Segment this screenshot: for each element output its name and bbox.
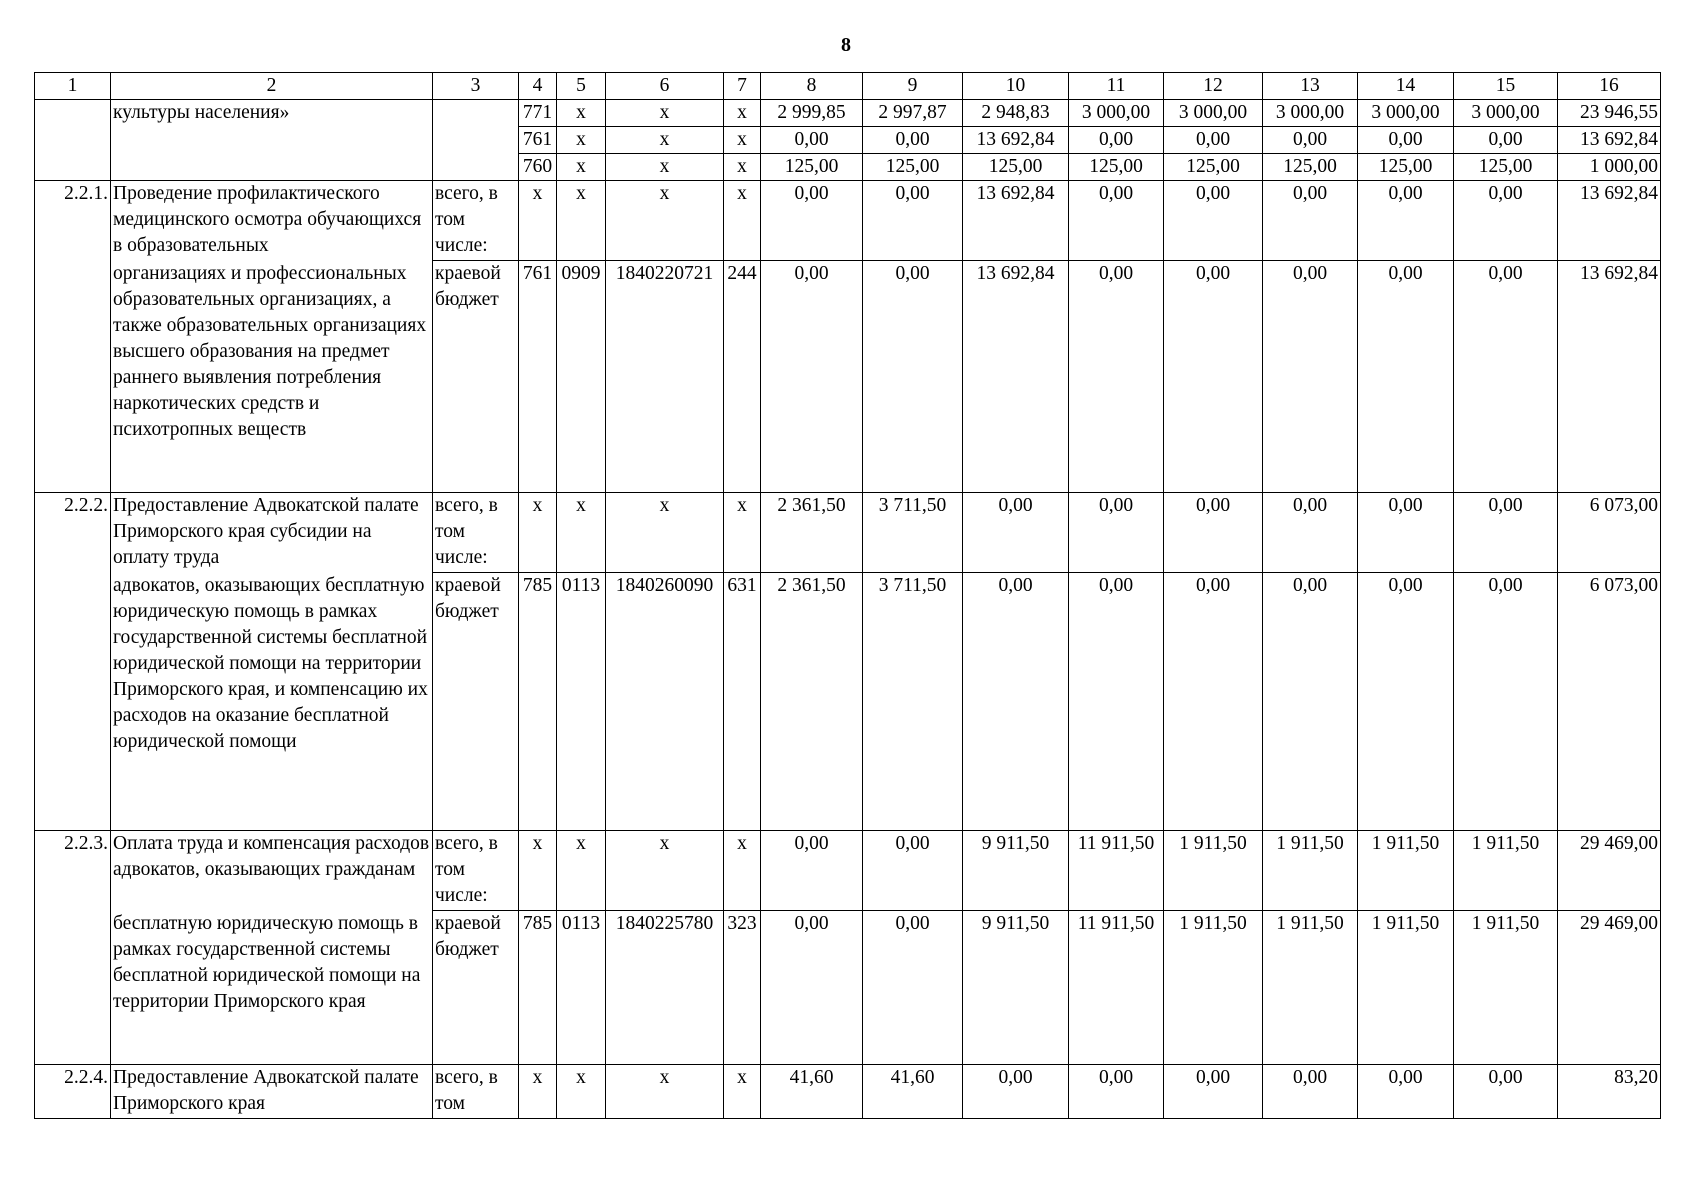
value-cell: 3 000,00 bbox=[1358, 100, 1454, 127]
code-cell: 761 bbox=[519, 261, 557, 493]
code-cell: х bbox=[557, 100, 606, 127]
column-header: 1 bbox=[35, 73, 111, 100]
total-value-cell: 13 692,84 bbox=[1558, 181, 1661, 261]
code-cell: х bbox=[724, 154, 761, 181]
code-cell: х bbox=[519, 1065, 557, 1119]
source-cell: всего, в том bbox=[433, 1065, 519, 1119]
code-cell: 1840220721 bbox=[606, 261, 724, 493]
code-cell: х bbox=[519, 181, 557, 261]
item-name-cell: культуры населения» bbox=[111, 100, 433, 181]
value-cell: 0,00 bbox=[1164, 181, 1263, 261]
value-cell: 125,00 bbox=[1069, 154, 1164, 181]
value-cell: 9 911,50 bbox=[963, 831, 1069, 911]
code-cell: х bbox=[724, 100, 761, 127]
code-cell: 244 bbox=[724, 261, 761, 493]
page-number: 8 bbox=[841, 34, 851, 56]
column-header: 12 bbox=[1164, 73, 1263, 100]
column-header: 7 bbox=[724, 73, 761, 100]
value-cell: 0,00 bbox=[1069, 181, 1164, 261]
value-cell: 0,00 bbox=[1358, 1065, 1454, 1119]
value-cell: 0,00 bbox=[863, 911, 963, 1065]
value-cell: 0,00 bbox=[1069, 127, 1164, 154]
value-cell: 0,00 bbox=[1164, 493, 1263, 573]
value-cell: 0,00 bbox=[1263, 573, 1358, 831]
code-cell: 631 bbox=[724, 573, 761, 831]
value-cell: 0,00 bbox=[1069, 573, 1164, 831]
column-header: 16 bbox=[1558, 73, 1661, 100]
item-number-cell: 2.2.2. bbox=[35, 493, 111, 831]
table-row bbox=[35, 100, 1661, 127]
value-cell: 0,00 bbox=[863, 831, 963, 911]
value-cell: 0,00 bbox=[1358, 127, 1454, 154]
code-cell: х bbox=[606, 181, 724, 261]
value-cell: 0,00 bbox=[761, 261, 863, 493]
table-row bbox=[35, 493, 1661, 573]
code-cell: 760 bbox=[519, 154, 557, 181]
source-cell: краевой бюджет bbox=[433, 261, 519, 493]
value-cell: 11 911,50 bbox=[1069, 911, 1164, 1065]
total-value-cell: 29 469,00 bbox=[1558, 911, 1661, 1065]
table-row bbox=[35, 911, 1661, 1065]
value-cell: 0,00 bbox=[863, 181, 963, 261]
value-cell: 125,00 bbox=[1164, 154, 1263, 181]
total-value-cell: 1 000,00 bbox=[1558, 154, 1661, 181]
value-cell: 0,00 bbox=[1454, 1065, 1558, 1119]
item-name-cell: Оплата труда и компенсация расходов адвокатов, оказывающих гражданам bbox=[111, 831, 433, 911]
source-cell: всего, в том числе: bbox=[433, 831, 519, 911]
value-cell: 1 911,50 bbox=[1358, 911, 1454, 1065]
value-cell: 0,00 bbox=[1263, 127, 1358, 154]
item-name-cell: Проведение профилактического медицинского осмотра обучающихся в образовательных bbox=[111, 181, 433, 261]
value-cell: 2 999,85 bbox=[761, 100, 863, 127]
value-cell: 0,00 bbox=[1069, 1065, 1164, 1119]
column-header: 8 bbox=[761, 73, 863, 100]
code-cell: 0113 bbox=[557, 911, 606, 1065]
value-cell: 0,00 bbox=[761, 831, 863, 911]
value-cell: 0,00 bbox=[963, 573, 1069, 831]
code-cell: х bbox=[724, 1065, 761, 1119]
item-name-cell: Предоставление Адвокатской палате Приморского края bbox=[111, 1065, 433, 1119]
budget-table bbox=[34, 72, 1661, 1119]
code-cell: х bbox=[606, 127, 724, 154]
value-cell: 3 000,00 bbox=[1164, 100, 1263, 127]
code-cell: х bbox=[557, 493, 606, 573]
value-cell: 13 692,84 bbox=[963, 181, 1069, 261]
code-cell: 1840225780 bbox=[606, 911, 724, 1065]
value-cell: 3 711,50 bbox=[863, 573, 963, 831]
code-cell: х bbox=[724, 127, 761, 154]
value-cell: 0,00 bbox=[863, 127, 963, 154]
source-cell: краевой бюджет bbox=[433, 911, 519, 1065]
value-cell: 0,00 bbox=[963, 493, 1069, 573]
value-cell: 125,00 bbox=[761, 154, 863, 181]
total-value-cell: 6 073,00 bbox=[1558, 493, 1661, 573]
code-cell: х bbox=[519, 493, 557, 573]
column-header: 13 bbox=[1263, 73, 1358, 100]
column-header: 6 bbox=[606, 73, 724, 100]
value-cell: 13 692,84 bbox=[963, 261, 1069, 493]
code-cell: х bbox=[557, 831, 606, 911]
value-cell: 0,00 bbox=[1263, 493, 1358, 573]
value-cell: 2 948,83 bbox=[963, 100, 1069, 127]
column-header: 15 bbox=[1454, 73, 1558, 100]
code-cell: х bbox=[557, 127, 606, 154]
header-row bbox=[35, 73, 1661, 100]
total-value-cell: 23 946,55 bbox=[1558, 100, 1661, 127]
value-cell: 1 911,50 bbox=[1358, 831, 1454, 911]
value-cell: 3 000,00 bbox=[1454, 100, 1558, 127]
code-cell: х bbox=[519, 831, 557, 911]
item-name-cell: Предоставление Адвокатской палате Приморского края субсидии на оплату труда bbox=[111, 493, 433, 573]
column-header: 5 bbox=[557, 73, 606, 100]
code-cell: х bbox=[557, 181, 606, 261]
value-cell: 125,00 bbox=[863, 154, 963, 181]
value-cell: 41,60 bbox=[863, 1065, 963, 1119]
item-name-cell: бесплатную юридическую помощь в рамках государственной системы бесплатной юридической помощи на территории Приморского края bbox=[111, 911, 433, 1065]
code-cell: 771 bbox=[519, 100, 557, 127]
code-cell: х bbox=[606, 493, 724, 573]
value-cell: 1 911,50 bbox=[1454, 831, 1558, 911]
column-header: 10 bbox=[963, 73, 1069, 100]
item-name-cell: организациях и профессиональных образовательных организациях, а также образовательных организациях высшего образования на предмет раннего выявления потребления наркотических средств и психотропных веществ bbox=[111, 261, 433, 493]
value-cell: 0,00 bbox=[1263, 261, 1358, 493]
table-row bbox=[35, 1065, 1661, 1119]
source-cell: всего, в том числе: bbox=[433, 181, 519, 261]
value-cell: 125,00 bbox=[1454, 154, 1558, 181]
table-row bbox=[35, 181, 1661, 261]
code-cell: х bbox=[557, 1065, 606, 1119]
value-cell: 0,00 bbox=[1263, 1065, 1358, 1119]
value-cell: 2 361,50 bbox=[761, 573, 863, 831]
item-number-cell: 2.2.1. bbox=[35, 181, 111, 493]
column-header: 2 bbox=[111, 73, 433, 100]
table-row bbox=[35, 573, 1661, 831]
value-cell: 0,00 bbox=[1358, 573, 1454, 831]
value-cell: 0,00 bbox=[1454, 127, 1558, 154]
value-cell: 0,00 bbox=[1263, 181, 1358, 261]
value-cell: 2 361,50 bbox=[761, 493, 863, 573]
code-cell: х bbox=[606, 831, 724, 911]
value-cell: 0,00 bbox=[1454, 573, 1558, 831]
code-cell: х bbox=[724, 181, 761, 261]
source-cell: всего, в том числе: bbox=[433, 493, 519, 573]
code-cell: 323 bbox=[724, 911, 761, 1065]
value-cell: 1 911,50 bbox=[1263, 831, 1358, 911]
code-cell: х bbox=[724, 493, 761, 573]
value-cell: 0,00 bbox=[1164, 573, 1263, 831]
item-name-cell: адвокатов, оказывающих бесплатную юридическую помощь в рамках государственной системы бесплатной юридической помощи на территории Приморского края, и компенсацию их расходов на оказание бесплатной юридической помощи bbox=[111, 573, 433, 831]
code-cell: х bbox=[606, 100, 724, 127]
value-cell: 0,00 bbox=[1069, 493, 1164, 573]
code-cell: х bbox=[606, 1065, 724, 1119]
value-cell: 0,00 bbox=[1069, 261, 1164, 493]
code-cell: 785 bbox=[519, 573, 557, 831]
total-value-cell: 13 692,84 bbox=[1558, 127, 1661, 154]
value-cell: 0,00 bbox=[963, 1065, 1069, 1119]
value-cell: 13 692,84 bbox=[963, 127, 1069, 154]
value-cell: 0,00 bbox=[1358, 181, 1454, 261]
item-number-cell: 2.2.3. bbox=[35, 831, 111, 1065]
value-cell: 11 911,50 bbox=[1069, 831, 1164, 911]
total-value-cell: 13 692,84 bbox=[1558, 261, 1661, 493]
value-cell: 0,00 bbox=[1454, 493, 1558, 573]
total-value-cell: 6 073,00 bbox=[1558, 573, 1661, 831]
value-cell: 0,00 bbox=[761, 911, 863, 1065]
total-value-cell: 83,20 bbox=[1558, 1065, 1661, 1119]
value-cell: 0,00 bbox=[863, 261, 963, 493]
code-cell: 761 bbox=[519, 127, 557, 154]
code-cell: 0909 bbox=[557, 261, 606, 493]
column-header: 9 bbox=[863, 73, 963, 100]
total-value-cell: 29 469,00 bbox=[1558, 831, 1661, 911]
column-header: 4 bbox=[519, 73, 557, 100]
value-cell: 1 911,50 bbox=[1164, 911, 1263, 1065]
value-cell: 125,00 bbox=[963, 154, 1069, 181]
column-header: 14 bbox=[1358, 73, 1454, 100]
value-cell: 9 911,50 bbox=[963, 911, 1069, 1065]
value-cell: 3 000,00 bbox=[1069, 100, 1164, 127]
value-cell: 1 911,50 bbox=[1454, 911, 1558, 1065]
code-cell: х bbox=[724, 831, 761, 911]
column-header: 11 bbox=[1069, 73, 1164, 100]
value-cell: 2 997,87 bbox=[863, 100, 963, 127]
value-cell: 0,00 bbox=[761, 127, 863, 154]
value-cell: 3 711,50 bbox=[863, 493, 963, 573]
code-cell: х bbox=[606, 154, 724, 181]
source-cell bbox=[433, 100, 519, 181]
code-cell: 785 bbox=[519, 911, 557, 1065]
code-cell: 1840260090 bbox=[606, 573, 724, 831]
value-cell: 125,00 bbox=[1263, 154, 1358, 181]
column-header: 3 bbox=[433, 73, 519, 100]
source-cell: краевой бюджет bbox=[433, 573, 519, 831]
value-cell: 1 911,50 bbox=[1164, 831, 1263, 911]
value-cell: 0,00 bbox=[1164, 261, 1263, 493]
value-cell: 3 000,00 bbox=[1263, 100, 1358, 127]
value-cell: 0,00 bbox=[1164, 127, 1263, 154]
value-cell: 0,00 bbox=[761, 181, 863, 261]
table-row bbox=[35, 261, 1661, 493]
item-number-cell: 2.2.4. bbox=[35, 1065, 111, 1119]
item-number-cell bbox=[35, 100, 111, 181]
value-cell: 1 911,50 bbox=[1263, 911, 1358, 1065]
value-cell: 125,00 bbox=[1358, 154, 1454, 181]
value-cell: 41,60 bbox=[761, 1065, 863, 1119]
value-cell: 0,00 bbox=[1164, 1065, 1263, 1119]
value-cell: 0,00 bbox=[1454, 261, 1558, 493]
value-cell: 0,00 bbox=[1358, 493, 1454, 573]
value-cell: 0,00 bbox=[1454, 181, 1558, 261]
table-row bbox=[35, 831, 1661, 911]
value-cell: 0,00 bbox=[1358, 261, 1454, 493]
code-cell: 0113 bbox=[557, 573, 606, 831]
code-cell: х bbox=[557, 154, 606, 181]
